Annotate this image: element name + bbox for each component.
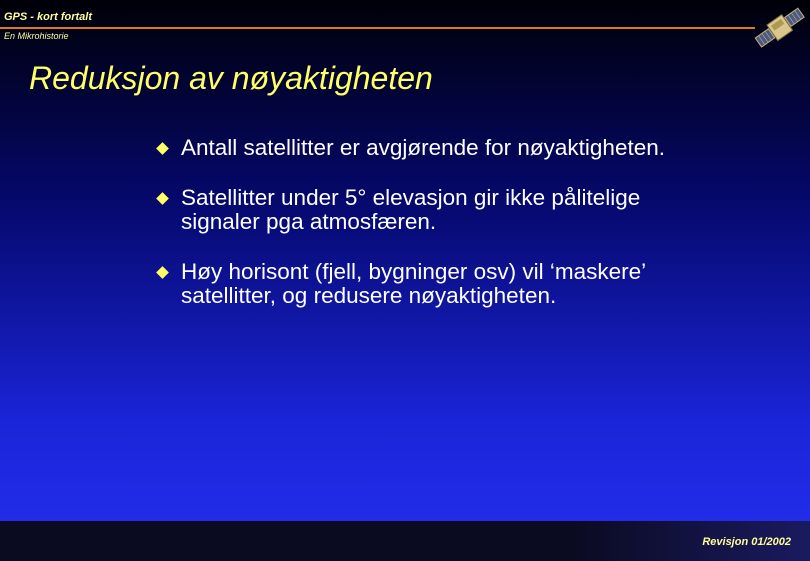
diamond-bullet-icon: [156, 266, 169, 279]
header-divider: [0, 27, 755, 29]
bullet-item: [158, 260, 718, 308]
bullet-item: [158, 186, 718, 234]
revision-label: Revisjon 01/2002: [702, 536, 791, 548]
diamond-bullet-icon: [156, 142, 169, 155]
satellite-icon: [752, 4, 808, 52]
bullet-text: Antall satellitter er avgjørende for nøyaktigheten.: [181, 135, 665, 160]
bullet-list: [158, 136, 718, 334]
bullet-text: Satellitter under 5° elevasjon gir ikke pålitelige signaler pga atmosfæren.: [181, 185, 641, 234]
bullet-text: Høy horisont (fjell, bygninger osv) vil ‘maskere’ satellitter, og redusere nøyaktigheten.: [181, 259, 646, 308]
header-subtitle: En Mikrohistorie: [4, 31, 69, 41]
bullet-item: [158, 136, 718, 160]
footer-bar: [0, 521, 810, 561]
header-title: GPS - kort fortalt: [4, 11, 93, 23]
slide-title: Reduksjon av nøyaktigheten: [29, 60, 433, 96]
diamond-bullet-icon: [156, 192, 169, 205]
